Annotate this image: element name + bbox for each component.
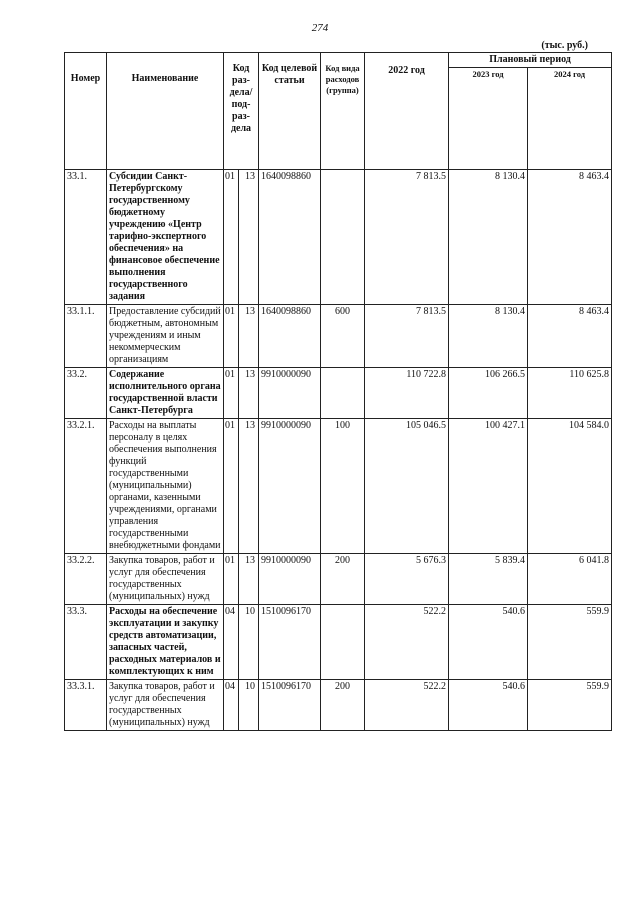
table-row	[65, 419, 612, 554]
table-row	[65, 170, 612, 305]
row-expense-type	[321, 368, 365, 419]
row-2024: 8 463.4	[528, 305, 612, 368]
header-2022: 2022 год	[365, 53, 449, 170]
row-2022: 110 722.8	[365, 368, 449, 419]
row-number: 33.1.	[65, 170, 107, 305]
row-number: 33.2.1.	[65, 419, 107, 554]
table-row	[65, 305, 612, 368]
row-subsection: 13	[239, 170, 259, 305]
row-2023: 540.6	[449, 605, 528, 680]
row-2024: 104 584.0	[528, 419, 612, 554]
row-subsection: 13	[239, 554, 259, 605]
table-row	[65, 368, 612, 419]
row-expense-type: 100	[321, 419, 365, 554]
header-number: Номер	[65, 53, 107, 170]
header-2023: 2023 год	[449, 68, 528, 170]
row-number: 33.2.2.	[65, 554, 107, 605]
row-target: 9910000090	[259, 554, 321, 605]
row-target: 1640098860	[259, 170, 321, 305]
row-expense-type	[321, 170, 365, 305]
row-target: 1640098860	[259, 305, 321, 368]
row-2024: 6 041.8	[528, 554, 612, 605]
row-expense-type: 200	[321, 554, 365, 605]
row-section: 01	[224, 554, 239, 605]
row-2022: 522.2	[365, 605, 449, 680]
row-2024: 8 463.4	[528, 170, 612, 305]
row-name: Закупка товаров, работ и услуг для обеспечения государственных (муниципальных) нужд	[107, 680, 224, 731]
row-section: 01	[224, 368, 239, 419]
header-expense-type: Код вида расходов (группа)	[321, 53, 365, 170]
page-number: 274	[311, 22, 329, 34]
table-row	[65, 680, 612, 731]
row-name: Содержание исполнительного органа государственной власти Санкт-Петербурга	[107, 368, 224, 419]
row-2022: 7 813.5	[365, 305, 449, 368]
row-subsection: 13	[239, 419, 259, 554]
header-section: Код раз-дела/ под-раз-дела	[224, 53, 259, 170]
row-name: Расходы на обеспечение эксплуатации и закупку средств автоматизации, запасных частей, расходных материалов и комплектующих к ним	[107, 605, 224, 680]
row-subsection: 10	[239, 605, 259, 680]
row-target: 9910000090	[259, 419, 321, 554]
row-number: 33.3.1.	[65, 680, 107, 731]
row-2023: 5 839.4	[449, 554, 528, 605]
row-number: 33.3.	[65, 605, 107, 680]
row-2023: 8 130.4	[449, 305, 528, 368]
row-target: 1510096170	[259, 680, 321, 731]
budget-table	[64, 52, 612, 731]
row-section: 01	[224, 170, 239, 305]
row-section: 04	[224, 680, 239, 731]
row-name: Предоставление субсидий бюджетным, автономным учреждениям и иным некоммерческим организациям	[107, 305, 224, 368]
row-name: Субсидии Санкт-Петербургскому государственному бюджетному учреждению «Центр тарифно-экспертного обеспечения» на финансовое обеспечение выполнения государственного задания	[107, 170, 224, 305]
row-2024: 559.9	[528, 605, 612, 680]
row-2023: 540.6	[449, 680, 528, 731]
row-expense-type	[321, 605, 365, 680]
row-subsection: 10	[239, 680, 259, 731]
row-section: 01	[224, 419, 239, 554]
row-name: Расходы на выплаты персоналу в целях обеспечения выполнения функций государственными (муниципальными) органами, казенными учреждениями, органами управления государственными внебюджетными фондами	[107, 419, 224, 554]
row-subsection: 13	[239, 368, 259, 419]
row-number: 33.2.	[65, 368, 107, 419]
table-row	[65, 554, 612, 605]
header-target: Код целевой статьи	[259, 53, 321, 170]
row-2022: 522.2	[365, 680, 449, 731]
row-2023: 8 130.4	[449, 170, 528, 305]
units-label: (тыс. руб.)	[541, 40, 588, 51]
row-number: 33.1.1.	[65, 305, 107, 368]
row-2024: 559.9	[528, 680, 612, 731]
row-expense-type: 200	[321, 680, 365, 731]
row-name: Закупка товаров, работ и услуг для обеспечения государственных (муниципальных) нужд	[107, 554, 224, 605]
header-name: Наименование	[107, 53, 224, 170]
row-2022: 7 813.5	[365, 170, 449, 305]
row-2024: 110 625.8	[528, 368, 612, 419]
row-target: 1510096170	[259, 605, 321, 680]
header-planned: Плановый период	[449, 53, 612, 68]
row-target: 9910000090	[259, 368, 321, 419]
row-section: 01	[224, 305, 239, 368]
row-expense-type: 600	[321, 305, 365, 368]
row-2023: 106 266.5	[449, 368, 528, 419]
table-row	[65, 605, 612, 680]
row-section: 04	[224, 605, 239, 680]
header-2024: 2024 год	[528, 68, 612, 170]
row-2022: 5 676.3	[365, 554, 449, 605]
row-2022: 105 046.5	[365, 419, 449, 554]
row-2023: 100 427.1	[449, 419, 528, 554]
row-subsection: 13	[239, 305, 259, 368]
